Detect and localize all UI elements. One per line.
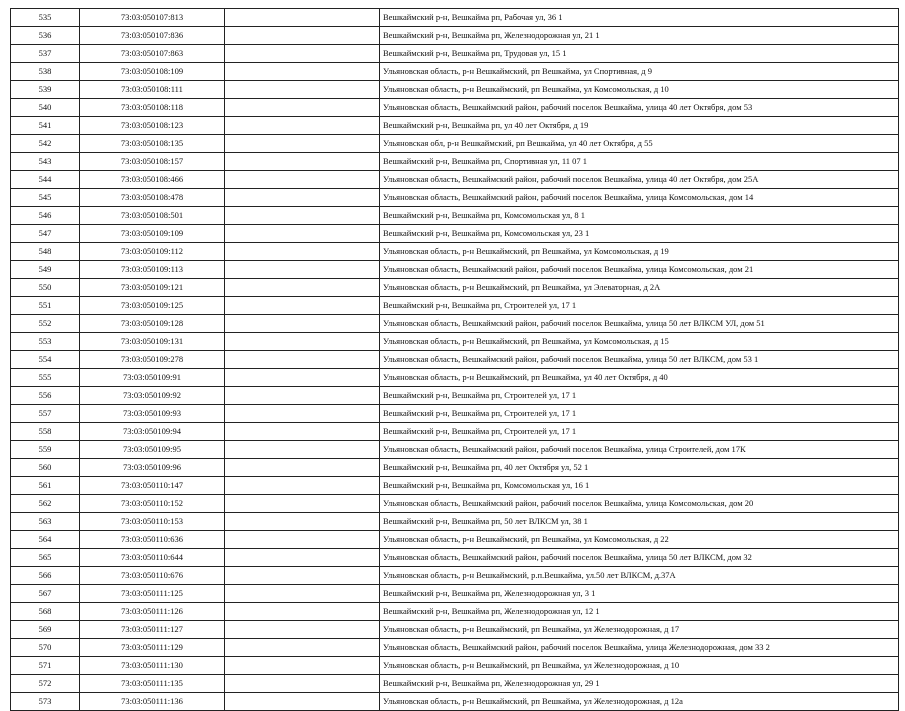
- cadastral-number-cell: 73:03:050108:478: [80, 189, 225, 207]
- empty-cell: [225, 639, 380, 657]
- empty-cell: [225, 531, 380, 549]
- address-cell: Вешкаймский р-н, Вешкайма рп, Железнодорожная ул, 29 1: [380, 675, 899, 693]
- cadastral-number-cell: 73:03:050109:125: [80, 297, 225, 315]
- table-row: [11, 99, 899, 117]
- empty-cell: [225, 153, 380, 171]
- table-row: [11, 441, 899, 459]
- cadastral-number-cell: 73:03:050109:121: [80, 279, 225, 297]
- cadastral-number-cell: 73:03:050109:92: [80, 387, 225, 405]
- row-number-cell: 549: [11, 261, 80, 279]
- row-number-cell: 544: [11, 171, 80, 189]
- row-number-cell: 572: [11, 675, 80, 693]
- empty-cell: [225, 459, 380, 477]
- table-row: [11, 63, 899, 81]
- table-row: [11, 639, 899, 657]
- row-number-cell: 563: [11, 513, 80, 531]
- address-cell: Ульяновская область, р-н Вешкаймский, рп Вешкайма, ул Железнодорожная, д 17: [380, 621, 899, 639]
- row-number-cell: 536: [11, 27, 80, 45]
- row-number-cell: 565: [11, 549, 80, 567]
- row-number-cell: 537: [11, 45, 80, 63]
- row-number-cell: 542: [11, 135, 80, 153]
- empty-cell: [225, 477, 380, 495]
- row-number-cell: 554: [11, 351, 80, 369]
- empty-cell: [225, 261, 380, 279]
- empty-cell: [225, 423, 380, 441]
- empty-cell: [225, 387, 380, 405]
- address-cell: Вешкаймский р-н, Вешкайма рп, 40 лет Октября ул, 52 1: [380, 459, 899, 477]
- cadastral-number-cell: 73:03:050111:127: [80, 621, 225, 639]
- cadastral-number-cell: 73:03:050110:676: [80, 567, 225, 585]
- empty-cell: [225, 513, 380, 531]
- address-cell: Ульяновская область, Вешкаймский район, рабочий поселок Вешкайма, улица 50 лет ВЛКСМ, дом 32: [380, 549, 899, 567]
- address-cell: Ульяновская область, Вешкаймский район, рабочий поселок Вешкайма, улица 50 лет ВЛКСМ УЛ, дом 51: [380, 315, 899, 333]
- row-number-cell: 551: [11, 297, 80, 315]
- cadastral-number-cell: 73:03:050111:135: [80, 675, 225, 693]
- address-cell: Вешкаймский р-н, Вешкайма рп, Строителей ул, 17 1: [380, 423, 899, 441]
- cadastral-number-cell: 73:03:050109:128: [80, 315, 225, 333]
- row-number-cell: 560: [11, 459, 80, 477]
- cadastral-number-cell: 73:03:050108:118: [80, 99, 225, 117]
- cadastral-number-cell: 73:03:050111:130: [80, 657, 225, 675]
- table-row: [11, 351, 899, 369]
- cadastral-number-cell: 73:03:050110:147: [80, 477, 225, 495]
- empty-cell: [225, 549, 380, 567]
- row-number-cell: 567: [11, 585, 80, 603]
- row-number-cell: 550: [11, 279, 80, 297]
- cadastral-number-cell: 73:03:050111:136: [80, 693, 225, 711]
- empty-cell: [225, 9, 380, 27]
- table-row: [11, 693, 899, 711]
- table-row: [11, 495, 899, 513]
- empty-cell: [225, 171, 380, 189]
- cadastral-number-cell: 73:03:050109:94: [80, 423, 225, 441]
- cadastral-number-cell: 73:03:050111:126: [80, 603, 225, 621]
- cadastral-number-cell: 73:03:050109:96: [80, 459, 225, 477]
- row-number-cell: 553: [11, 333, 80, 351]
- address-cell: Ульяновская область, р-н Вешкаймский, рп Вешкайма, ул Спортивная, д 9: [380, 63, 899, 81]
- table-row: [11, 45, 899, 63]
- address-cell: Ульяновская область, р-н Вешкаймский, рп Вешкайма, ул Комсомольская, д 19: [380, 243, 899, 261]
- cadastral-number-cell: 73:03:050110:636: [80, 531, 225, 549]
- address-cell: Вешкаймский р-н, Вешкайма рп, Комсомольская ул, 16 1: [380, 477, 899, 495]
- row-number-cell: 557: [11, 405, 80, 423]
- empty-cell: [225, 441, 380, 459]
- cadastral-number-cell: 73:03:050109:91: [80, 369, 225, 387]
- address-cell: Ульяновская область, Вешкаймский район, рабочий поселок Вешкайма, улица Строителей, дом 17К: [380, 441, 899, 459]
- address-cell: Вешкаймский р-н, Вешкайма рп, Комсомольская ул, 8 1: [380, 207, 899, 225]
- cadastral-number-cell: 73:03:050109:131: [80, 333, 225, 351]
- row-number-cell: 566: [11, 567, 80, 585]
- cadastral-number-cell: 73:03:050107:836: [80, 27, 225, 45]
- cadastral-number-cell: 73:03:050109:109: [80, 225, 225, 243]
- address-cell: Вешкаймский р-н, Вешкайма рп, Спортивная ул, 11 07 1: [380, 153, 899, 171]
- cadastral-number-cell: 73:03:050109:112: [80, 243, 225, 261]
- table-row: [11, 171, 899, 189]
- table-row: [11, 549, 899, 567]
- cadastral-number-cell: 73:03:050109:93: [80, 405, 225, 423]
- row-number-cell: 570: [11, 639, 80, 657]
- empty-cell: [225, 315, 380, 333]
- address-cell: Ульяновская область, Вешкаймский район, рабочий поселок Вешкайма, улица Железнодорожная, дом 33 2: [380, 639, 899, 657]
- cadastral-number-cell: 73:03:050108:157: [80, 153, 225, 171]
- address-cell: Вешкаймский р-н, Вешкайма рп, Железнодорожная ул, 3 1: [380, 585, 899, 603]
- empty-cell: [225, 369, 380, 387]
- empty-cell: [225, 225, 380, 243]
- cadastral-number-cell: 73:03:050108:135: [80, 135, 225, 153]
- table-row: [11, 369, 899, 387]
- address-cell: Ульяновская область, р-н Вешкаймский, рп Вешкайма, ул Комсомольская, д 15: [380, 333, 899, 351]
- table-row: [11, 333, 899, 351]
- row-number-cell: 535: [11, 9, 80, 27]
- address-cell: Вешкаймский р-н, Вешкайма рп, ул 40 лет Октября, д 19: [380, 117, 899, 135]
- row-number-cell: 562: [11, 495, 80, 513]
- table-row: [11, 135, 899, 153]
- empty-cell: [225, 135, 380, 153]
- empty-cell: [225, 351, 380, 369]
- row-number-cell: 547: [11, 225, 80, 243]
- address-cell: Вешкаймский р-н, Вешкайма рп, Рабочая ул, 36 1: [380, 9, 899, 27]
- row-number-cell: 558: [11, 423, 80, 441]
- address-cell: Вешкаймский р-н, Вешкайма рп, Строителей ул, 17 1: [380, 405, 899, 423]
- table-row: [11, 117, 899, 135]
- table-row: [11, 531, 899, 549]
- cadastral-number-cell: 73:03:050108:109: [80, 63, 225, 81]
- table-row: [11, 279, 899, 297]
- empty-cell: [225, 63, 380, 81]
- address-cell: Ульяновская область, р-н Вешкаймский, рп Вешкайма, ул 40 лет Октября, д 40: [380, 369, 899, 387]
- cadastral-number-cell: 73:03:050110:644: [80, 549, 225, 567]
- row-number-cell: 568: [11, 603, 80, 621]
- address-cell: Ульяновская область, Вешкаймский район, рабочий поселок Вешкайма, улица 40 лет Октября, дом 25А: [380, 171, 899, 189]
- table-row: [11, 477, 899, 495]
- table-row: [11, 675, 899, 693]
- address-cell: Ульяновская область, Вешкаймский район, рабочий поселок Вешкайма, улица 40 лет Октября, дом 53: [380, 99, 899, 117]
- empty-cell: [225, 207, 380, 225]
- table-row: [11, 225, 899, 243]
- empty-cell: [225, 567, 380, 585]
- row-number-cell: 541: [11, 117, 80, 135]
- table-row: [11, 585, 899, 603]
- address-cell: Ульяновская обл, р-н Вешкаймский, рп Вешкайма, ул 40 лет Октября, д 55: [380, 135, 899, 153]
- row-number-cell: 540: [11, 99, 80, 117]
- table-row: [11, 189, 899, 207]
- empty-cell: [225, 27, 380, 45]
- empty-cell: [225, 279, 380, 297]
- table-body: [11, 9, 899, 711]
- empty-cell: [225, 657, 380, 675]
- address-cell: Ульяновская область, р-н Вешкаймский, р.п.Вешкайма, ул.50 лет ВЛКСМ, д.37А: [380, 567, 899, 585]
- table-row: [11, 315, 899, 333]
- row-number-cell: 538: [11, 63, 80, 81]
- row-number-cell: 543: [11, 153, 80, 171]
- empty-cell: [225, 189, 380, 207]
- empty-cell: [225, 333, 380, 351]
- empty-cell: [225, 117, 380, 135]
- cadastral-number-cell: 73:03:050109:95: [80, 441, 225, 459]
- table-row: [11, 657, 899, 675]
- table-row: [11, 603, 899, 621]
- cadastral-number-cell: 73:03:050111:129: [80, 639, 225, 657]
- cadastral-number-cell: 73:03:050110:153: [80, 513, 225, 531]
- cadastral-number-cell: 73:03:050108:466: [80, 171, 225, 189]
- cadastral-number-cell: 73:03:050107:863: [80, 45, 225, 63]
- row-number-cell: 545: [11, 189, 80, 207]
- row-number-cell: 546: [11, 207, 80, 225]
- address-cell: Ульяновская область, р-н Вешкаймский, рп Вешкайма, ул Комсомольская, д 22: [380, 531, 899, 549]
- empty-cell: [225, 405, 380, 423]
- table-row: [11, 243, 899, 261]
- address-cell: Ульяновская область, Вешкаймский район, рабочий поселок Вешкайма, улица Комсомольская, дом 21: [380, 261, 899, 279]
- table-row: [11, 513, 899, 531]
- cadastral-number-cell: 73:03:050108:111: [80, 81, 225, 99]
- address-cell: Ульяновская область, Вешкаймский район, рабочий поселок Вешкайма, улица Комсомольская, дом 14: [380, 189, 899, 207]
- cadastral-number-cell: 73:03:050107:813: [80, 9, 225, 27]
- address-cell: Ульяновская область, р-н Вешкаймский, рп Вешкайма, ул Железнодорожная, д 10: [380, 657, 899, 675]
- table-row: [11, 297, 899, 315]
- empty-cell: [225, 693, 380, 711]
- address-cell: Вешкаймский р-н, Вешкайма рп, Комсомольская ул, 23 1: [380, 225, 899, 243]
- address-registry-table: [10, 8, 899, 711]
- cadastral-number-cell: 73:03:050109:113: [80, 261, 225, 279]
- empty-cell: [225, 243, 380, 261]
- table-row: [11, 9, 899, 27]
- table-row: [11, 621, 899, 639]
- table-row: [11, 423, 899, 441]
- cadastral-number-cell: 73:03:050111:125: [80, 585, 225, 603]
- cadastral-number-cell: 73:03:050108:501: [80, 207, 225, 225]
- table-row: [11, 387, 899, 405]
- address-cell: Вешкаймский р-н, Вешкайма рп, Железнодорожная ул, 21 1: [380, 27, 899, 45]
- table-row: [11, 27, 899, 45]
- row-number-cell: 555: [11, 369, 80, 387]
- row-number-cell: 552: [11, 315, 80, 333]
- address-cell: Вешкаймский р-н, Вешкайма рп, Железнодорожная ул, 12 1: [380, 603, 899, 621]
- table-row: [11, 405, 899, 423]
- cadastral-number-cell: 73:03:050110:152: [80, 495, 225, 513]
- empty-cell: [225, 585, 380, 603]
- address-cell: Ульяновская область, р-н Вешкаймский, рп Вешкайма, ул Железнодорожная, д 12а: [380, 693, 899, 711]
- address-cell: Вешкаймский р-н, Вешкайма рп, Строителей ул, 17 1: [380, 387, 899, 405]
- row-number-cell: 561: [11, 477, 80, 495]
- empty-cell: [225, 297, 380, 315]
- empty-cell: [225, 621, 380, 639]
- address-cell: Ульяновская область, р-н Вешкаймский, рп Вешкайма, ул Элеваторная, д 2А: [380, 279, 899, 297]
- address-cell: Вешкаймский р-н, Вешкайма рп, 50 лет ВЛКСМ ул, 38 1: [380, 513, 899, 531]
- address-cell: Вешкаймский р-н, Вешкайма рп, Трудовая ул, 15 1: [380, 45, 899, 63]
- empty-cell: [225, 45, 380, 63]
- empty-cell: [225, 675, 380, 693]
- row-number-cell: 548: [11, 243, 80, 261]
- cadastral-number-cell: 73:03:050109:278: [80, 351, 225, 369]
- table-row: [11, 567, 899, 585]
- address-cell: Ульяновская область, Вешкаймский район, рабочий поселок Вешкайма, улица 50 лет ВЛКСМ, дом 53 1: [380, 351, 899, 369]
- row-number-cell: 571: [11, 657, 80, 675]
- table-row: [11, 153, 899, 171]
- row-number-cell: 556: [11, 387, 80, 405]
- address-cell: Вешкаймский р-н, Вешкайма рп, Строителей ул, 17 1: [380, 297, 899, 315]
- address-cell: Ульяновская область, Вешкаймский район, рабочий поселок Вешкайма, улица Комсомольская, дом 20: [380, 495, 899, 513]
- row-number-cell: 559: [11, 441, 80, 459]
- empty-cell: [225, 495, 380, 513]
- empty-cell: [225, 81, 380, 99]
- row-number-cell: 564: [11, 531, 80, 549]
- row-number-cell: 573: [11, 693, 80, 711]
- empty-cell: [225, 99, 380, 117]
- table-row: [11, 81, 899, 99]
- table-row: [11, 261, 899, 279]
- address-cell: Ульяновская область, р-н Вешкаймский, рп Вешкайма, ул Комсомольская, д 10: [380, 81, 899, 99]
- cadastral-number-cell: 73:03:050108:123: [80, 117, 225, 135]
- empty-cell: [225, 603, 380, 621]
- row-number-cell: 569: [11, 621, 80, 639]
- table-row: [11, 459, 899, 477]
- row-number-cell: 539: [11, 81, 80, 99]
- table-row: [11, 207, 899, 225]
